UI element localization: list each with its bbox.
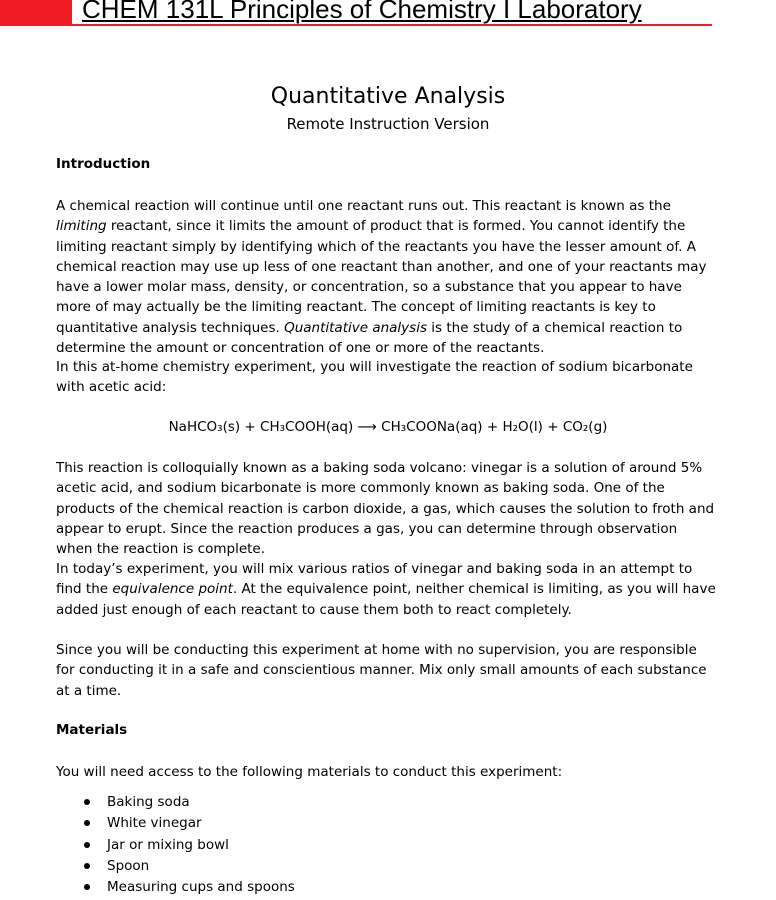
list-item: White vinegar [56, 813, 295, 834]
header-rule [72, 24, 712, 26]
list-item: Jar or mixing bowl [56, 835, 295, 856]
text-run: reactant, since it limits the amount of product that is formed. You cannot identify the limiting reactant simply by identifying which of the reactants you have the lesser amount of. A chemical reaction may use up less of one reactant than another, and one of your reactants may have a lower molar mass, density, or concentration, so a substance that you appear to have more of may actually be the limiting reactant. The concept of limiting reactants is key to quantitative analysis techniques. [56, 218, 707, 336]
list-item: Measuring cups and spoons [56, 877, 295, 898]
reaction-equation: NaHCO₃(s) + CH₃COOH(aq) ⟶ CH₃COONa(aq) + H₂O(l) + CO₂(g) [168, 419, 608, 435]
intro-paragraph-1 [56, 196, 716, 358]
intro-paragraph-3: This reaction is colloquially known as a baking soda volcano: vinegar is a solution of around 5% acetic acid, and sodium bicarbonate is more commonly known as baking soda. One of the products of the chemical reaction is carbon dioxide, a gas, which causes the solution to froth and appear to erupt. Since the reaction produces a gas, you can determine through observation when the reaction is complete. [56, 460, 715, 558]
intro-paragraph-2: In this at-home chemistry experiment, you will investigate the reaction of sodium bicarbonate with acetic acid: [56, 359, 693, 396]
text-run: In today’s experiment, you will mix various ratios of vinegar and baking soda in an attempt to find the [56, 561, 693, 598]
materials-heading: Materials [56, 722, 128, 738]
emphasis-quantitative-analysis: Quantitative analysis [284, 319, 427, 336]
header-red-block [0, 0, 72, 26]
course-title: CHEM 131L Principles of Chemistry I Laboratory [82, 0, 642, 24]
intro-paragraph-4 [56, 559, 716, 620]
list-item: Spoon [56, 856, 295, 877]
materials-intro: You will need access to the following materials to conduct this experiment: [56, 764, 563, 780]
introduction-heading: Introduction [56, 156, 151, 172]
text-run: A chemical reaction will continue until one reactant runs out. This reactant is known as the [56, 198, 671, 214]
text-run: . At the equivalence point, neither chemical is limiting, as you will have added just enough of each reactant to cause them both to react completely. [56, 581, 716, 618]
emphasis-limiting: limiting [56, 218, 107, 235]
materials-list [56, 792, 295, 898]
intro-paragraph-5: Since you will be conducting this experiment at home with no supervision, you are responsible for conducting it in a safe and conscientious manner. Mix only small amounts of each substance at a time. [56, 642, 707, 699]
emphasis-equivalence-point: equivalence point [112, 581, 233, 598]
list-item: Baking soda [56, 792, 295, 813]
document-subtitle: Remote Instruction Version [286, 115, 490, 133]
text-run: is the study of a chemical reaction to determine the amount or concentration of one or more of the reactants. [56, 319, 683, 357]
document-title: Quantitative Analysis [270, 84, 506, 109]
